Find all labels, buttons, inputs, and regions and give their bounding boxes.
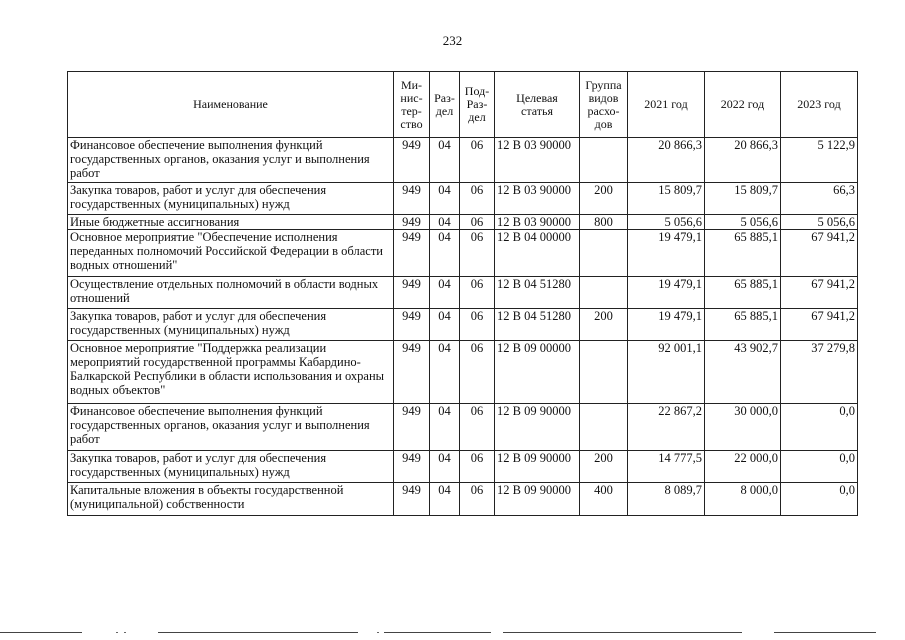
row-ministry: 949 bbox=[394, 230, 430, 277]
header-name: Наименование bbox=[68, 72, 394, 138]
header-section: Раз- дел bbox=[430, 72, 460, 138]
row-target: 12 В 04 51280 bbox=[495, 277, 580, 309]
row-name: Основное мероприятие "Обеспечение исполнения переданных полномочий Российской Федерации в области водных отношений" bbox=[68, 230, 394, 277]
row-name: Финансовое обеспечение выполнения функций государственных органов, оказания услуг и выполнения работ bbox=[68, 404, 394, 451]
row-ministry: 949 bbox=[394, 215, 430, 230]
scan-edge-mark bbox=[124, 632, 126, 633]
row-name: Закупка товаров, работ и услуг для обеспечения государственных (муниципальных) нужд bbox=[68, 183, 394, 215]
table-row bbox=[68, 309, 858, 341]
row-subsection: 06 bbox=[460, 138, 495, 183]
header-group: Группа видов расхо- дов bbox=[580, 72, 628, 138]
row-subsection: 06 bbox=[460, 309, 495, 341]
row-group: 200 bbox=[580, 451, 628, 483]
row-subsection: 06 bbox=[460, 277, 495, 309]
table-row bbox=[68, 483, 858, 516]
row-group: 200 bbox=[580, 183, 628, 215]
row-section: 04 bbox=[430, 215, 460, 230]
row-ministry: 949 bbox=[394, 451, 430, 483]
row-2021: 20 866,3 bbox=[628, 138, 705, 183]
row-group bbox=[580, 230, 628, 277]
row-subsection: 06 bbox=[460, 183, 495, 215]
scan-edge-line bbox=[0, 632, 82, 633]
row-section: 04 bbox=[430, 451, 460, 483]
row-2022: 65 885,1 bbox=[705, 277, 781, 309]
row-name: Осуществление отдельных полномочий в области водных отношений bbox=[68, 277, 394, 309]
row-2021: 92 001,1 bbox=[628, 341, 705, 404]
table-body bbox=[68, 138, 858, 516]
row-2022: 43 902,7 bbox=[705, 341, 781, 404]
header-2023: 2023 год bbox=[781, 72, 858, 138]
row-2021: 8 089,7 bbox=[628, 483, 705, 516]
row-section: 04 bbox=[430, 483, 460, 516]
page-number: 232 bbox=[442, 33, 463, 48]
header-subsection: Под- Раз- дел bbox=[460, 72, 495, 138]
row-target: 12 В 03 90000 bbox=[495, 138, 580, 183]
row-2022: 8 000,0 bbox=[705, 483, 781, 516]
row-2021: 14 777,5 bbox=[628, 451, 705, 483]
row-2023: 67 941,2 bbox=[781, 309, 858, 341]
row-section: 04 bbox=[430, 404, 460, 451]
row-target: 12 В 09 90000 bbox=[495, 483, 580, 516]
row-name: Финансовое обеспечение выполнения функций государственных органов, оказания услуг и выполнения работ bbox=[68, 138, 394, 183]
row-ministry: 949 bbox=[394, 277, 430, 309]
row-2023: 0,0 bbox=[781, 404, 858, 451]
row-ministry: 949 bbox=[394, 404, 430, 451]
row-2023: 37 279,8 bbox=[781, 341, 858, 404]
table-row bbox=[68, 451, 858, 483]
row-group bbox=[580, 277, 628, 309]
row-2023: 67 941,2 bbox=[781, 277, 858, 309]
table-row bbox=[68, 230, 858, 277]
row-target: 12 В 03 90000 bbox=[495, 215, 580, 230]
row-ministry: 949 bbox=[394, 138, 430, 183]
row-2022: 20 866,3 bbox=[705, 138, 781, 183]
row-name: Закупка товаров, работ и услуг для обеспечения государственных (муниципальных) нужд bbox=[68, 451, 394, 483]
row-2023: 0,0 bbox=[781, 483, 858, 516]
row-2023: 66,3 bbox=[781, 183, 858, 215]
row-2022: 65 885,1 bbox=[705, 309, 781, 341]
scan-edge-line bbox=[158, 632, 358, 633]
row-subsection: 06 bbox=[460, 451, 495, 483]
row-2023: 5 122,9 bbox=[781, 138, 858, 183]
scan-edge-mark bbox=[377, 632, 379, 633]
row-ministry: 949 bbox=[394, 341, 430, 404]
table-row bbox=[68, 341, 858, 404]
header-2022: 2022 год bbox=[705, 72, 781, 138]
row-section: 04 bbox=[430, 309, 460, 341]
row-name: Основное мероприятие "Поддержка реализации мероприятий государственной программы Кабардино-Балкарской Республики в области использования и охраны водных объектов" bbox=[68, 341, 394, 404]
row-2022: 15 809,7 bbox=[705, 183, 781, 215]
table-row bbox=[68, 138, 858, 183]
row-target: 12 В 04 51280 bbox=[495, 309, 580, 341]
row-2022: 30 000,0 bbox=[705, 404, 781, 451]
header-ministry: Ми- нис- тер- ство bbox=[394, 72, 430, 138]
row-name: Капитальные вложения в объекты государственной (муниципальной) собственности bbox=[68, 483, 394, 516]
row-group: 800 bbox=[580, 215, 628, 230]
row-subsection: 06 bbox=[460, 230, 495, 277]
row-group bbox=[580, 404, 628, 451]
row-2021: 19 479,1 bbox=[628, 277, 705, 309]
row-section: 04 bbox=[430, 230, 460, 277]
row-subsection: 06 bbox=[460, 404, 495, 451]
row-section: 04 bbox=[430, 341, 460, 404]
table-row bbox=[68, 215, 858, 230]
row-target: 12 В 09 00000 bbox=[495, 341, 580, 404]
row-2023: 67 941,2 bbox=[781, 230, 858, 277]
scan-edge-line bbox=[774, 632, 876, 633]
table-row bbox=[68, 404, 858, 451]
row-name: Закупка товаров, работ и услуг для обеспечения государственных (муниципальных) нужд bbox=[68, 309, 394, 341]
row-section: 04 bbox=[430, 138, 460, 183]
row-group bbox=[580, 341, 628, 404]
row-2021: 15 809,7 bbox=[628, 183, 705, 215]
scan-edge-line bbox=[503, 632, 742, 633]
row-target: 12 В 09 90000 bbox=[495, 404, 580, 451]
scan-edge-line bbox=[384, 632, 491, 633]
row-2021: 22 867,2 bbox=[628, 404, 705, 451]
row-2021: 5 056,6 bbox=[628, 215, 705, 230]
row-2023: 0,0 bbox=[781, 451, 858, 483]
budget-table bbox=[67, 71, 858, 516]
row-ministry: 949 bbox=[394, 183, 430, 215]
row-target: 12 В 09 90000 bbox=[495, 451, 580, 483]
table-header bbox=[68, 72, 858, 138]
row-2022: 65 885,1 bbox=[705, 230, 781, 277]
row-section: 04 bbox=[430, 183, 460, 215]
table-row bbox=[68, 277, 858, 309]
row-target: 12 В 04 00000 bbox=[495, 230, 580, 277]
row-2022: 22 000,0 bbox=[705, 451, 781, 483]
row-2021: 19 479,1 bbox=[628, 309, 705, 341]
scan-edge-mark bbox=[116, 632, 118, 633]
row-2021: 19 479,1 bbox=[628, 230, 705, 277]
table-row bbox=[68, 183, 858, 215]
row-subsection: 06 bbox=[460, 341, 495, 404]
row-ministry: 949 bbox=[394, 483, 430, 516]
row-subsection: 06 bbox=[460, 215, 495, 230]
row-group: 200 bbox=[580, 309, 628, 341]
header-2021: 2021 год bbox=[628, 72, 705, 138]
row-section: 04 bbox=[430, 277, 460, 309]
row-group: 400 bbox=[580, 483, 628, 516]
header-target: Целевая статья bbox=[495, 72, 580, 138]
row-2022: 5 056,6 bbox=[705, 215, 781, 230]
row-group bbox=[580, 138, 628, 183]
row-target: 12 В 03 90000 bbox=[495, 183, 580, 215]
row-subsection: 06 bbox=[460, 483, 495, 516]
row-2023: 5 056,6 bbox=[781, 215, 858, 230]
row-name: Иные бюджетные ассигнования bbox=[68, 215, 394, 230]
row-ministry: 949 bbox=[394, 309, 430, 341]
